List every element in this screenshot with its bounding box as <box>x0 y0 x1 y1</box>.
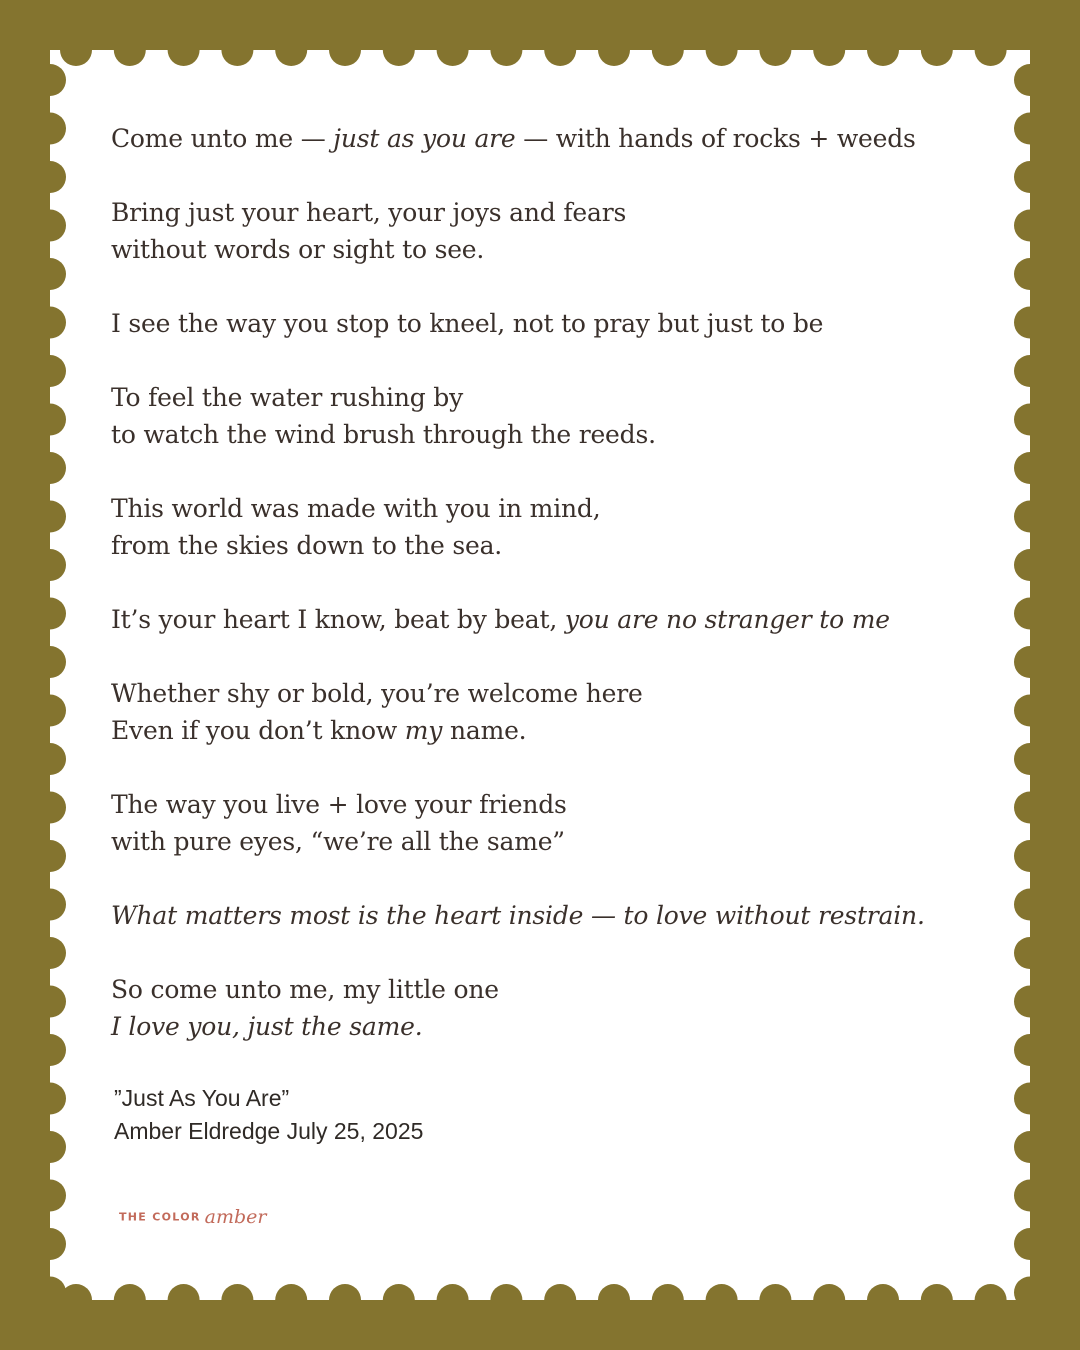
poem-line <box>111 712 1011 749</box>
poem-stanza <box>111 490 1011 564</box>
poem-stanza <box>111 675 1011 749</box>
poem-line <box>111 1008 1011 1045</box>
poem-line <box>111 823 1011 860</box>
poem-line <box>111 971 1011 1008</box>
brand-logo <box>119 1206 266 1228</box>
poem-text-italic: I love you, just the same. <box>111 1012 423 1041</box>
poem-text: To feel the water rushing by <box>111 383 464 412</box>
poem-line <box>111 231 1011 268</box>
poem-stanza <box>111 194 1011 268</box>
poem-line <box>111 601 1011 638</box>
poem-line <box>111 194 1011 231</box>
poem-text: to watch the wind brush through the reeds. <box>111 420 656 449</box>
poem-text: name. <box>442 716 527 745</box>
poem-text: Come unto me — <box>111 124 334 153</box>
poem-stanza <box>111 379 1011 453</box>
poem-line <box>111 527 1011 564</box>
poem-text-italic: my <box>404 716 443 745</box>
poem-text-italic: just as you are <box>333 124 516 153</box>
poem-text: It’s your heart I know, beat by beat, <box>111 605 565 634</box>
poem-text: Whether shy or bold, you’re welcome here <box>111 679 643 708</box>
poem-text: I see the way you stop to kneel, not to pray but just to be <box>111 309 824 338</box>
poem-text: — with hands of rocks + weeds <box>515 124 916 153</box>
poem-stanza <box>111 120 1011 157</box>
brand-logo-script: amber <box>204 1206 267 1228</box>
poem-line <box>111 490 1011 527</box>
poem-stanza <box>111 601 1011 638</box>
poem-line <box>111 675 1011 712</box>
poem-text: Even if you don’t know <box>111 716 405 745</box>
brand-logo-prefix: THE COLOR <box>119 1210 201 1224</box>
poem-text: from the skies down to the sea. <box>111 531 503 560</box>
poem-line <box>111 379 1011 416</box>
poem-body <box>111 120 1011 1082</box>
poem-stanza <box>111 786 1011 860</box>
poem-text-italic: you are no stranger to me <box>564 605 890 634</box>
poem-text: So come unto me, my little one <box>111 975 499 1004</box>
poem-text: Bring just your heart, your joys and fears <box>111 198 627 227</box>
poem-text: without words or sight to see. <box>111 235 485 264</box>
poem-line <box>111 416 1011 453</box>
poem-text: with pure eyes, “we’re all the same” <box>111 827 565 856</box>
poem-title: ”Just As You Are” <box>114 1085 290 1111</box>
poem-stanza <box>111 971 1011 1045</box>
poem-line <box>111 120 1011 157</box>
poem-attribution <box>114 1082 423 1148</box>
poem-stanza <box>111 897 1011 934</box>
poem-line <box>111 305 1011 342</box>
poem-author-date: Amber Eldredge July 25, 2025 <box>114 1118 424 1144</box>
poem-line <box>111 786 1011 823</box>
poem-line <box>111 897 1011 934</box>
poem-text-italic: What matters most is the heart inside — to love without restrain. <box>111 901 925 930</box>
poem-text: This world was made with you in mind, <box>111 494 601 523</box>
poem-stanza <box>111 305 1011 342</box>
poem-text: The way you live + love your friends <box>111 790 567 819</box>
